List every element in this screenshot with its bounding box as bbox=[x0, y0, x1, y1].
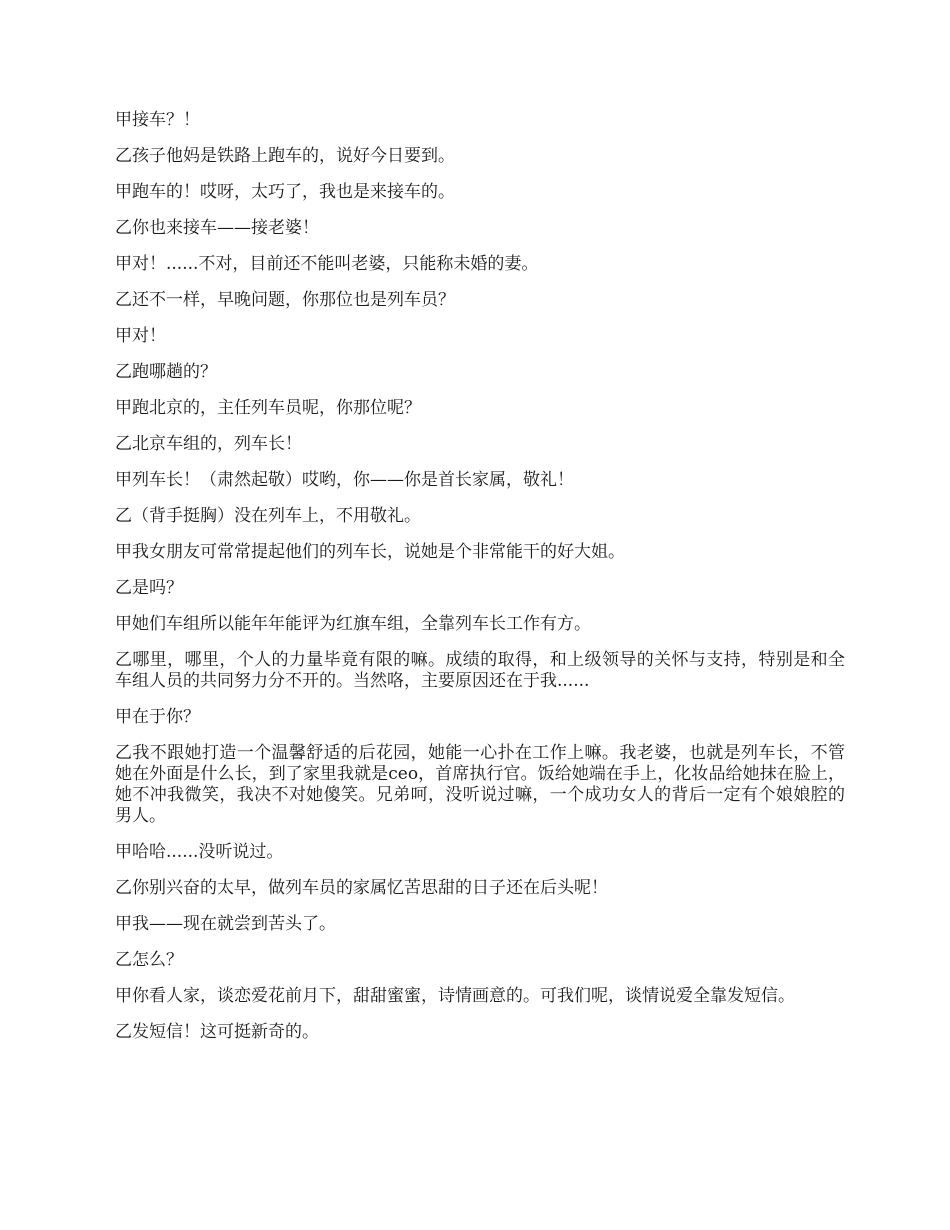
paragraph: 乙是吗？ bbox=[115, 578, 183, 598]
paragraph: 乙还不一样，早晚问题，你那位也是列车员？ bbox=[115, 290, 455, 310]
paragraph: 乙哪里，哪里，个人的力量毕竟有限的嘛。成绩的取得，和上级领导的关怀与支持，特别是和全车组人员的共同努力分不开的。当然咯，主要原因还在于我...... bbox=[115, 650, 845, 691]
paragraph: 甲跑车的！哎呀，太巧了，我也是来接车的。 bbox=[115, 182, 455, 202]
paragraph: 甲我女朋友可常常提起他们的列车长，说她是个非常能干的好大姐。 bbox=[115, 542, 625, 562]
paragraph: 乙怎么？ bbox=[115, 950, 183, 970]
paragraph: 乙发短信！这可挺新奇的。 bbox=[115, 1022, 319, 1042]
paragraph: 乙你也来接车——接老婆！ bbox=[115, 218, 319, 238]
paragraph: 乙北京车组的，列车长！ bbox=[115, 434, 302, 454]
paragraph: 甲在于你？ bbox=[115, 707, 200, 727]
paragraph: 甲接车？！ bbox=[115, 110, 200, 130]
paragraph: 甲跑北京的，主任列车员呢，你那位呢？ bbox=[115, 398, 421, 418]
paragraph: 甲列车长！（肃然起敬）哎哟，你——你是首长家属，敬礼！ bbox=[115, 470, 574, 490]
paragraph: 甲你看人家，谈恋爱花前月下，甜甜蜜蜜，诗情画意的。可我们呢，谈情说爱全靠发短信。 bbox=[115, 986, 795, 1006]
paragraph: 甲我——现在就尝到苦头了。 bbox=[115, 914, 336, 934]
paragraph: 甲对！ bbox=[115, 326, 166, 346]
paragraph: 乙跑哪趟的？ bbox=[115, 362, 217, 382]
paragraph: 甲她们车组所以能年年能评为红旗车组，全靠列车长工作有方。 bbox=[115, 614, 591, 634]
paragraph: 乙孩子他妈是铁路上跑车的，说好今日要到。 bbox=[115, 146, 455, 166]
paragraph: 乙你别兴奋的太早，做列车员的家属忆苦思甜的日子还在后头呢！ bbox=[115, 878, 608, 898]
paragraph: 乙我不跟她打造一个温馨舒适的后花园，她能一心扑在工作上嘛。我老婆，也就是列车长，不管她在外面是什么长，到了家里我就是ceo，首席执行官。饭给她端在手上，化妆品给她抹在脸上，她不冲我微笑，我决不对她傻笑。兄弟呵，没听说过嘛，一个成功女人的背后一定有个娘娘腔的男人。 bbox=[115, 743, 845, 826]
paragraph: 甲对！......不对，目前还不能叫老婆，只能称未婚的妻。 bbox=[115, 254, 539, 274]
document-body bbox=[115, 110, 845, 1058]
paragraph: 乙（背手挺胸）没在列车上，不用敬礼。 bbox=[115, 506, 421, 526]
paragraph: 甲哈哈......没听说过。 bbox=[115, 842, 284, 862]
